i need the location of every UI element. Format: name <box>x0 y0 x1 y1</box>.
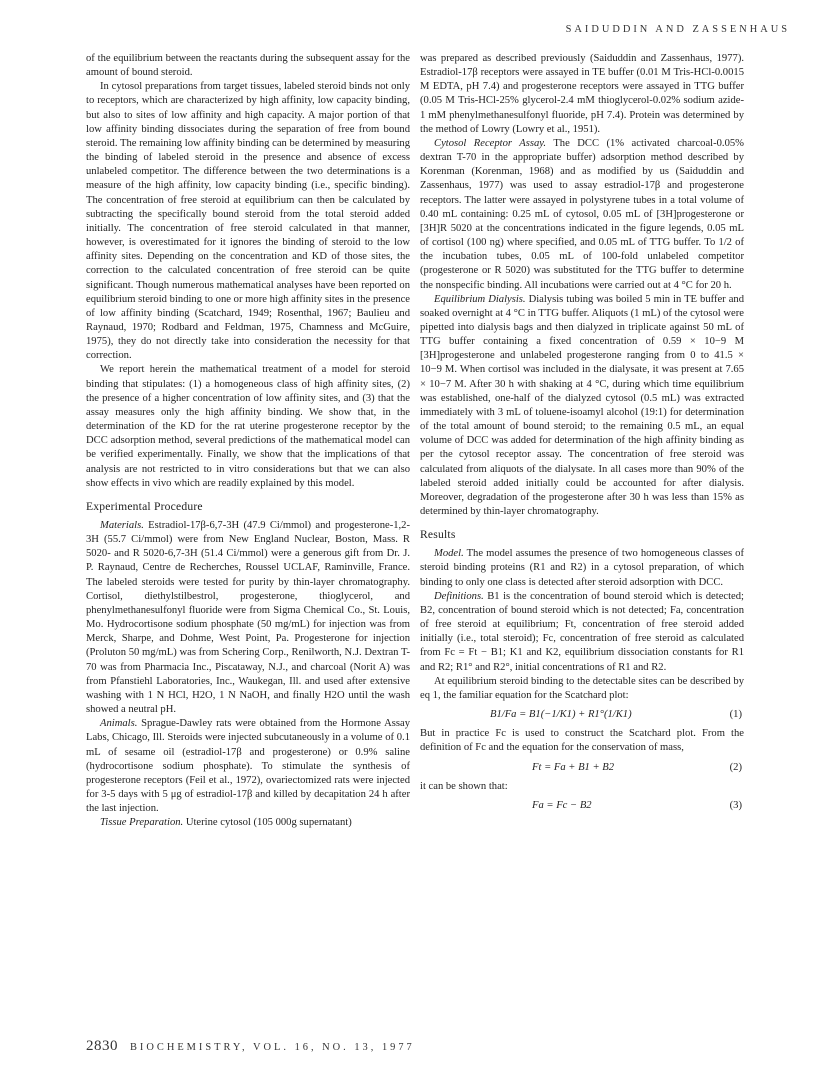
paragraph-definitions <box>420 590 744 675</box>
equation-number: (2) <box>729 761 742 773</box>
paragraph-animals <box>86 717 410 816</box>
equation-expression: B1/Fa = B1(−1/K1) + R1°(1/K1) <box>490 709 632 721</box>
page-footer <box>86 1038 415 1055</box>
section-heading-experimental: Experimental Procedure <box>86 499 203 513</box>
paragraph-tissue-preparation <box>86 816 410 830</box>
paragraph-body: Sprague-Dawley rats were obtained from the Hormone Assay Labs, Chicago, Ill. Steroids were injected subcutaneously in a volume of 0.1 mL of sesame oil (estradiol-17β and progesterone) or 0.9% saline (hydrocortisone sodium phosphate). To stimulate the synthesis of progesterone receptors (Feil et al., 1972), ovariectomized rats were injected for 3-5 days with 5 μg of estradiol-17β and killed by decapitation 24 h after the last injection. <box>86 718 410 815</box>
paragraph-body: B1 is the concentration of bound steroid which is detected; B2, concentration of bound steroid which is not detected; Fa, concentration of free steroid at equilibrium; Ft, concentration of free steroid added initially (i.e., total steroid); Fc, concentration of free steroid as calculated from Fc = Ft − B1; K1 and K2, equilibrium dissociation constants for R1 and R2; R1° and R2°, initial concentrations of R1 and R2. <box>420 590 744 673</box>
run-in-heading: Definitions. <box>434 590 484 602</box>
equation-number: (1) <box>729 709 742 721</box>
equation-1 <box>420 708 744 722</box>
section-heading-results: Results <box>420 528 456 542</box>
run-in-heading: Animals. <box>100 718 138 730</box>
equation-expression: Ft = Fa + B1 + B2 <box>532 761 615 773</box>
paragraph: We report herein the mathematical treatment of a model for steroid binding that stipulates: (1) a homogeneous class of high affinity sites, (2) the presence of a higher concentration of low affinity sites, and (3) that the assay measures only the high affinity binding. We show that, in the determination of the KD for the rat uterine progesterone receptor by the DCC adsorption method, several predictions of the mathematical model can be verified experimentally. Finally, we show that the implications of that analysis are not restricted to in vitro considerations but that we can also show effects in vivo which are readily explained by this model. <box>86 364 410 489</box>
paragraph-body: Estradiol-17β-6,7-3H (47.9 Ci/mmol) and progesterone-1,2-3H (55.7 Ci/mmol) were from New England Nuclear, Boston, Mass. R 5020- and R 5020-6,7-3H (51.4 Ci/mmol) were a generous gift from Dr. J. P. Raynaud, Centre de Recherches, Roussel UCLAF, Raminville, France. The labeled steroids were tested for purity by thin-layer chromatography. Cortisol, diethylstilbestrol, progesterone, thioglycerol, and phenylmethanesulfonyl fluoride were from Sigma Chemical Co., St. Louis, Mo. Hydrocortisone sodium phosphate (50 mg/mL) for injection was from Merck, Sharpe, and Dohme, West Point, Pa. Progesterone for injection (Proluton 50 mg/mL) was from Schering Corp., Renilworth, N.J. Dextran T-70 was from Pharmacia Inc., Piscataway, N.J., and charcoal (Norit A) was from Pfanstiehl Laboratories, Inc., Waukegan, Ill. and used after extensive washing with 1 N HCl, H2O, 1 N NaOH, and finally H2O until the wash showed a neutral pH. <box>86 520 410 716</box>
paragraph-model <box>420 547 744 589</box>
journal-citation: BIOCHEMISTRY, VOL. 16, NO. 13, 1977 <box>130 1042 415 1053</box>
paragraph: At equilibrium steroid binding to the detectable sites can be described by eq 1, the familiar equation for the Scatchard plot: <box>420 675 744 701</box>
running-head: SAIDUDDIN AND ZASSENHAUS <box>565 24 790 35</box>
paragraph: it can be shown that: <box>420 780 508 792</box>
equation-expression: Fa = Fc − B2 <box>532 799 592 811</box>
paragraph: was prepared as described previously (Saiduddin and Zassenhaus, 1977). Estradiol-17β receptors were assayed in TE buffer (0.01 M Tris-HCl-0.0015 M EDTA, pH 7.4) and progesterone receptors were assayed in TTG buffer (0.05 M Tris-HCl-25% glycerol-2.4 mM thioglycerol-0.02% sodium azide-1 mM phenylmethanesulfonyl fluoride, pH 7.4). Protein was determined by the method of Lowry (Lowry et al., 1951). <box>420 53 744 135</box>
right-column <box>420 52 744 818</box>
run-in-heading: Tissue Preparation. <box>100 817 184 829</box>
equation-2 <box>420 761 744 775</box>
paragraph-body: The model assumes the presence of two homogeneous classes of steroid binding proteins (R1 and R2) in a cytosol preparation, of which binding to only one class is detected after steroid adsorption with DCC. <box>420 548 744 588</box>
paragraph: In cytosol preparations from target tissues, labeled steroid binds not only to receptors, which are characterized by high affinity, low capacity binding, but also to sites of low affinity and high capacity. A major portion of that low affinity binding dissociates during the separation of free from bound steroid. The remaining low affinity binding can be determined by measuring the binding of labeled steroid in the presence and absence of excess unlabeled competitor. The difference between the two determinations is a measure of the high affinity, low capacity binding (i.e., specific binding). The concentration of free steroid at equilibrium can then be calculated by subtracting the specifically bound steroid from the total steroid added initially. The concentration of free steroid calculated in that manner, however, is overestimated for it ignores the binding of steroid to the low affinity sites. Depending on the concentration and KD of those sites, the correction to the calculated concentration of free steroid can be quite significant. Though numerous mathematical analyses have been reported on equilibrium steroid binding to one or more high affinity sites in the presence of low affinity binding (Scatchard, 1949; Rosenthal, 1967; Baulieu and Raynaud, 1970; Rodbard and Feldman, 1975, Chamness and McGuire, 1975), they do not directly take into consideration the necessity for that correction. <box>86 81 410 362</box>
paragraph-cytosol-receptor-assay <box>420 137 744 293</box>
paragraph: of the equilibrium between the reactants during the subsequent assay for the amount of bound steroid. <box>86 53 410 79</box>
equation-number: (3) <box>729 799 742 811</box>
run-in-heading: Materials. <box>100 520 144 531</box>
run-in-heading: Cytosol Receptor Assay. <box>434 137 547 149</box>
paragraph-body: Uterine cytosol (105 000g supernatant) <box>183 817 352 829</box>
page-number: 2830 <box>86 1038 118 1054</box>
equation-3 <box>420 799 744 813</box>
paragraph: But in practice Fc is used to construct the Scatchard plot. From the definition of Fc and the equation for the conservation of mass, <box>420 728 744 754</box>
run-in-heading: Equilibrium Dialysis. <box>434 293 526 305</box>
run-in-heading: Model. <box>434 548 464 560</box>
paragraph-materials <box>86 519 410 717</box>
paragraph-body: The DCC (1% activated charcoal-0.05% dextran T-70 in the appropriate buffer) adsorption method described by Korenman (Korenman, 1968) and as modified by us (Saiduddin and Zassenhaus, 1977) was used to assay estradiol-17β and progesterone receptors. The latter were assayed in polystyrene tubes in a total volume of 0.40 mL containing: 0.25 mL of cytosol, 0.05 mL of [3H]progesterone or [3H]R 5020 at the concentrations indicated in the figure legends, 0.05 mL of cortisol (100 ng) where specified, and 0.05 mL of TTG buffer. To 1/2 of the incubation tubes, 0.05 mL of 100-fold unlabeled competitor (progesterone or R 5020) was substituted for the TTG buffer to determine the nonspecific binding. All incubations were carried out at 4 °C for 20 h. <box>420 137 744 291</box>
paragraph-equilibrium-dialysis <box>420 293 744 520</box>
paragraph-body: Dialysis tubing was boiled 5 min in TE buffer and soaked overnight at 4 °C in TTG buffer. Aliquots (1 mL) of the cytosol were pipetted into dialysis bags and then dialyzed in triplicate against 50 mL of TTG buffer containing a fixed concentration of 0.59 × 10−9 M [3H]progesterone and unlabeled progesterone ranging from 0 to 41.5 × 10−9 M. When cortisol was included in the dialysate, it was present at 7.65 × 10−7 M. After 30 h with shaking at 4 °C, during which time equilibrium was established, one-half of the dialyzed cytosol (0.5 mL) was extracted immediately with 3 mL of toluene-isoamyl alcohol (19:1) for determination of the total amount of bound steroid; to the remaining 0.5 mL, an equal volume of DCC was added for determination of the high affinity binding as per the cytosol receptor assay. The concentration of free steroid was calculated from aliquots of the dialysate. In all cases more than 90% of the labeled steroid added initially could be accounted for after dialysis. Moreover, degradation of the progesterone after 30 h was less than 15% as determined by thin-layer chromatography. <box>420 293 744 517</box>
left-column <box>86 52 410 830</box>
